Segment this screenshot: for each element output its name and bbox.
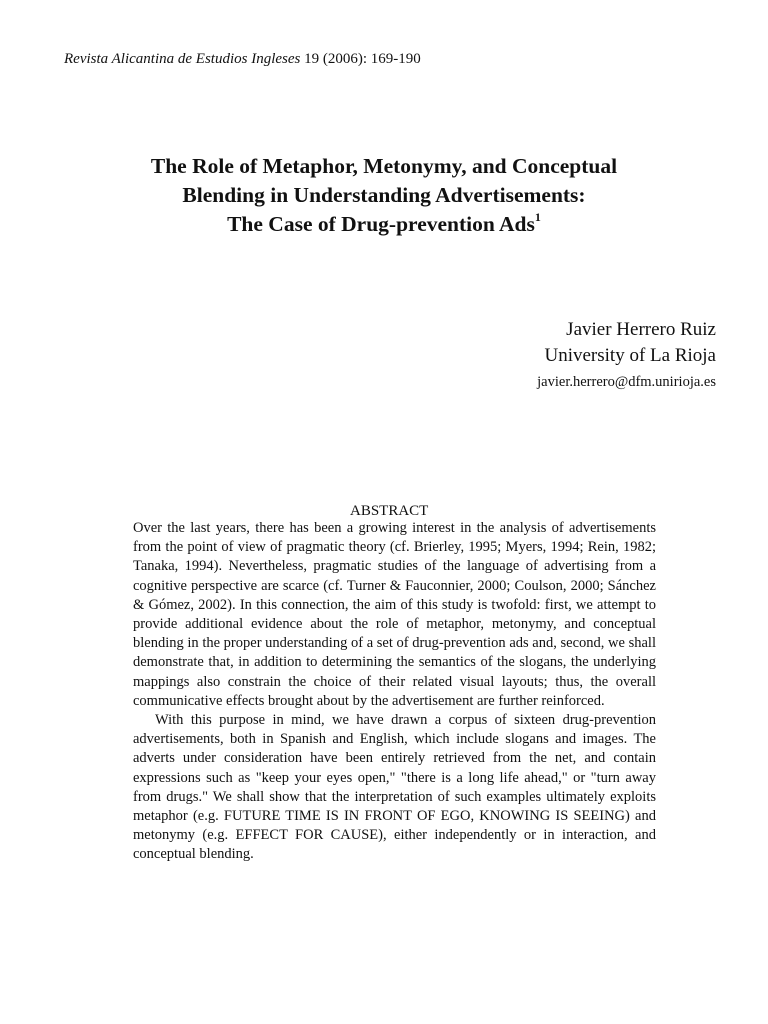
author-affiliation: University of La Rioja — [544, 345, 716, 366]
paper-title — [60, 152, 708, 239]
journal-header — [64, 50, 421, 68]
title-line-2: Blending in Understanding Advertisements: — [182, 183, 586, 207]
author-block — [537, 317, 716, 393]
title-line-3 — [60, 210, 708, 239]
abstract-body — [133, 519, 656, 865]
abstract-paragraph-2: With this purpose in mind, we have drawn a corpus of sixteen drug-prevention advertisements, both in Spanish and English, which include slogans and images. The adverts under consideration have been entirely retrieved from the net, and contain expressions such as "keep your eyes open," "there is a long life ahead," or "turn away from drugs." We shall show that the interpretation of such examples ultimately exploits metaphor (e.g. FUTURE TIME IS IN FRONT OF EGO, KNOWING IS SEEING) and metonymy (e.g. EFFECT FOR CAUSE), either independently or in interaction, and conceptual blending. — [133, 712, 656, 863]
journal-citation: 19 (2006): 169-190 — [304, 51, 421, 67]
author-name: Javier Herrero Ruiz — [566, 319, 716, 340]
title-line-1: The Role of Metaphor, Metonymy, and Conceptual — [150, 154, 618, 178]
title-footnote-marker: 1 — [534, 209, 541, 224]
abstract-heading: ABSTRACT — [350, 503, 429, 519]
abstract-paragraph-1: Over the last years, there has been a growing interest in the analysis of advertisements from the point of view of pragmatic theory (cf. Brierley, 1995; Myers, 1994; Rein, 1982; Tanaka, 1994). Nevertheless, pragmatic studies of the language of advertising from a cognitive perspective are scarce (cf. Turner & Fauconnier, 2000; Coulson, 2000; Sánchez & Gómez, 2002). In this connection, the aim of this study is twofold: first, we attempt to provide additional evidence about the role of metaphor, metonymy, and conceptual blending in the proper understanding of a set of drug-prevention ads and, second, we shall demonstrate that, in addition to determining the semantics of the slogans, the underlying mappings also constrain the choice of their related visual layouts; thus, the overall communicative effects brought about by the advertisement are further reinforced. — [133, 520, 656, 709]
title-line-3-text: The Case of Drug-prevention Ads — [227, 212, 535, 236]
author-email: javier.herrero@dfm.unirioja.es — [537, 374, 716, 390]
journal-name: Revista Alicantina de Estudios Ingleses — [64, 51, 301, 67]
